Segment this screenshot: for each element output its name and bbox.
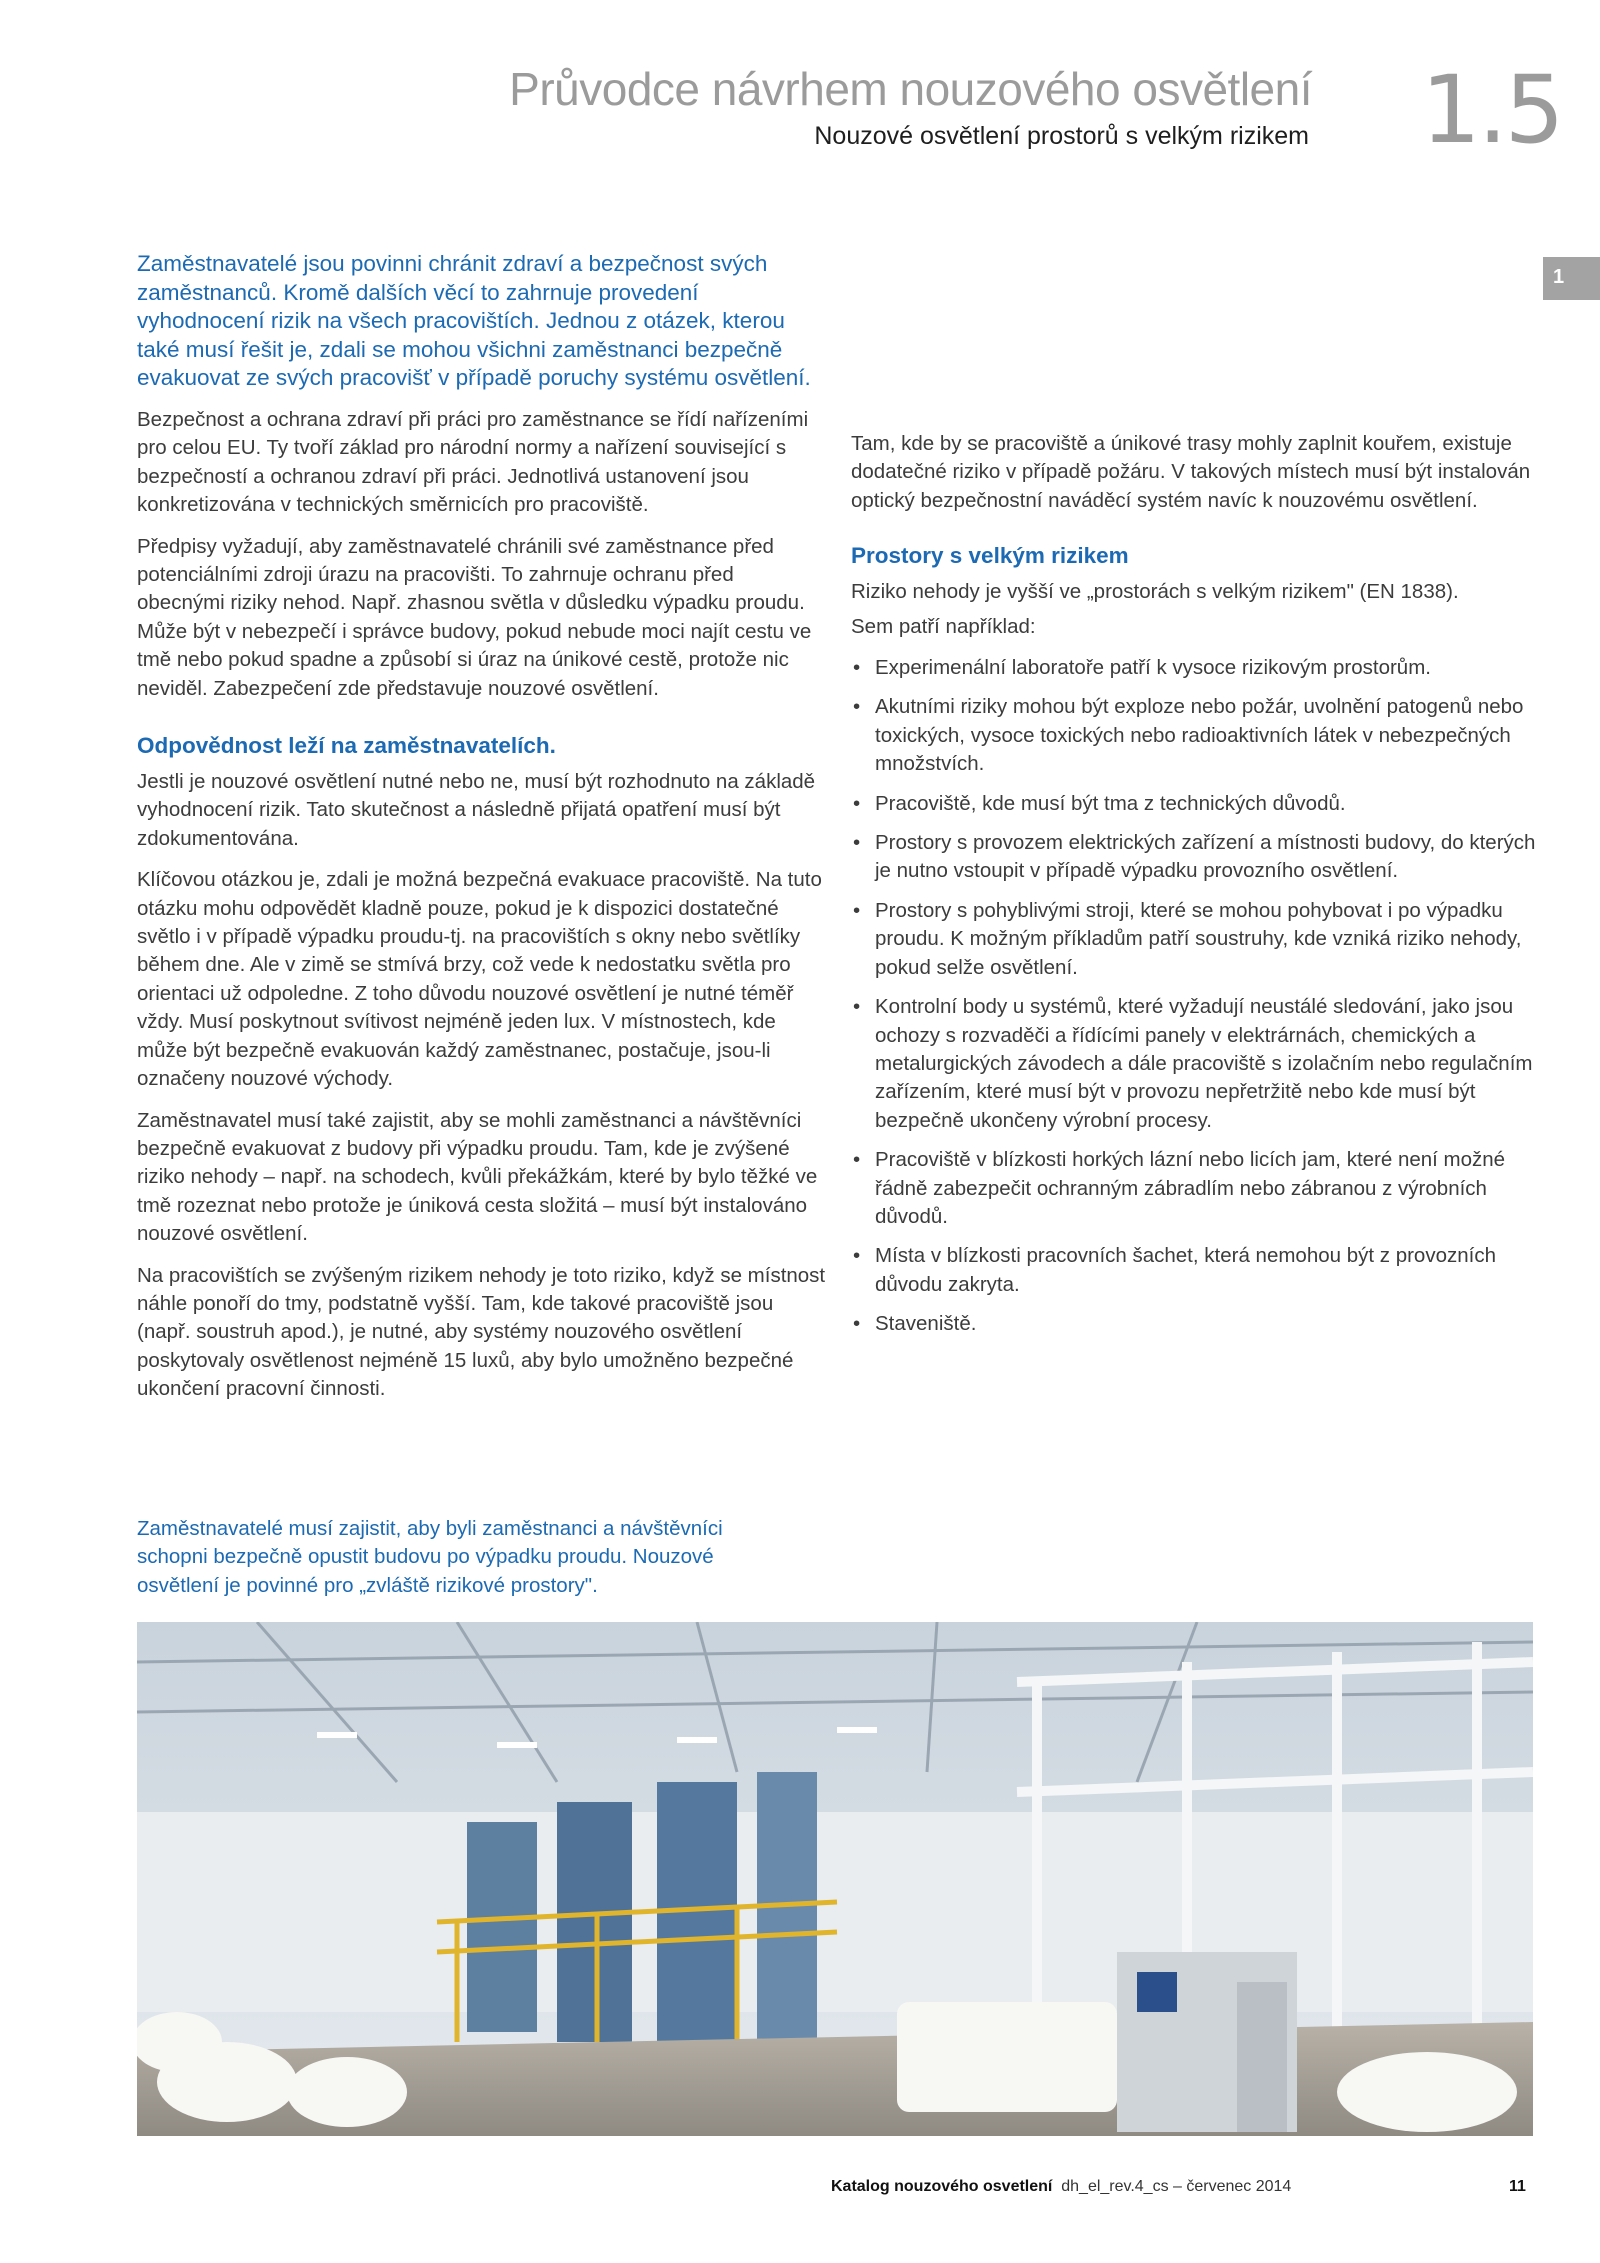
- paragraph: Riziko nehody je vyšší ve „prostorách s velkým rizikem" (EN 1838).: [851, 580, 1459, 604]
- paragraph: Zaměstnavatel musí také zajistit, aby se mohli zaměstnanci a návštěvníci bezpečně evakuovat z budovy při výpadku proudu. Tam, kde je zvýšené riziko nehody – např. na schodech, kvůli překážkám, které by bylo těžké ve tmě rozeznat nebo protože je úniková cesta složitá – musí být instalováno nouzové osvětlení.: [137, 1108, 818, 1246]
- risk-list: [851, 654, 1541, 1339]
- footer-catalog: [831, 2178, 1291, 2196]
- left-column: [137, 250, 827, 1417]
- section-heading: Odpovědnost leží na zaměstnavatelích.: [137, 733, 556, 759]
- right-column: [851, 430, 1541, 1350]
- paragraph: Na pracovištích se zvýšeným rizikem nehody je toto riziko, když se místnost náhle ponoří do tmy, podstatně vyšší. Tam, kde takové pracoviště jsou (např. soustruh apod.), je nutné, aby systémy nouzového osvětlení poskytovaly osvětlenost nejméně 15 luxů, aby bylo umožněno bezpečné ukončení pracovní činnosti.: [137, 1263, 826, 1401]
- paragraph: Tam, kde by se pracoviště a únikové trasy mohly zaplnit kouřem, existuje dodatečné riziko v případě požáru. V takových místech musí být instalován optický bezpečnostní naváděcí systém navíc k nouzovému osvětlení.: [851, 432, 1531, 512]
- list-item: • Staveniště.: [851, 1310, 1541, 1338]
- section-heading: Prostory s velkým rizikem: [851, 543, 1129, 569]
- list-item: • Pracoviště, kde musí být tma z technických důvodů.: [851, 790, 1541, 818]
- intro-paragraph: Zaměstnavatelé jsou povinni chránit zdraví a bezpečnost svých zaměstnanců. Kromě dalších věcí to zahrnuje provedení vyhodnocení rizik na všech pracovištích. Jednou z otázek, kterou také musí řešit je, zdali se mohou všichni zaměstnanci bezpečně evakuovat ze svých pracovišť v případě poruchy systému osvětlení.: [137, 251, 811, 391]
- paragraph: Jestli je nouzové osvětlení nutné nebo ne, musí být rozhodnuto na základě vyhodnocení rizik. Tato skutečnost a následně přijatá opatření musí být zdokumentována.: [137, 770, 816, 850]
- page-number: 11: [1509, 2178, 1526, 2195]
- list-item: • Kontrolní body u systémů, které vyžadují neustálé sledování, jako jsou ochozy s rozvaděči a řídícími panely v elektrárnách, chemických a metalurgických závodech a dále pracoviště s izolačním nebo regulačním zařízením, které musí být v provozu nepřetržitě nebo kde musí být bezpečně ukončeny výrobní procesy.: [851, 993, 1541, 1135]
- list-item: • Prostory s provozem elektrických zařízení a místnosti budovy, do kterých je nutno vstoupit v případě výpadku provozního osvětlení.: [851, 829, 1541, 886]
- paragraph: Předpisy vyžadují, aby zaměstnavatelé chránili své zaměstnance před potenciálními zdroji úrazu na pracovišti. To zahrnuje ochranu před obecnými riziky nehod. Např. zhasnou světla v důsledku výpadku proudu. Může být v nebezpečí i správce budovy, pokud nebude moci najít cestu ve tmě nebo pokud spadne a způsobí si úraz na únikové cestě, protože nic neviděl. Zabezpečení zde představuje nouzové osvětlení.: [137, 534, 812, 700]
- footer-catalog-name: Katalog nouzového osvetlení: [831, 2178, 1053, 2195]
- callout-text: Zaměstnavatelé musí zajistit, aby byli zaměstnanci a návštěvníci schopni bezpečně opustit budovu po výpadku proudu. Nouzové osvětlení je povinné pro „zvláště rizikové prostory".: [137, 1517, 723, 1597]
- list-item: • Experimenální laboratoře patří k vysoce rizikovým prostorům.: [851, 654, 1541, 682]
- section-number: 1.5: [1421, 56, 1562, 165]
- list-item: • Pracoviště v blízkosti horkých lázní nebo licích jam, které není možné řádně zabezpečit ochranným zábradlím nebo zábranou z výrobních důvodů.: [851, 1146, 1541, 1231]
- chapter-tab: 1: [1543, 257, 1600, 300]
- factory-photo: [137, 1622, 1533, 2136]
- list-item: • Místa v blízkosti pracovních šachet, která nemohou být z provozních důvodu zakryta.: [851, 1242, 1541, 1299]
- footer-meta: dh_el_rev.4_cs – červenec 2014: [1061, 2178, 1292, 2195]
- list-item: • Akutními riziky mohou být exploze nebo požár, uvolnění patogenů nebo toxických, vysoce toxických nebo radioaktivních látek v nebezpečných množstvích.: [851, 693, 1541, 778]
- page-subtitle: Nouzové osvětlení prostorů s velkým rizikem: [814, 122, 1309, 150]
- paragraph: Sem patří například:: [851, 614, 1036, 638]
- list-item: • Prostory s pohyblivými stroji, které se mohou pohybovat i po výpadku proudu. K možným příkladům patří soustruhy, kde vzniká riziko nehody, pokud selže osvětlení.: [851, 897, 1541, 982]
- page-title: Průvodce návrhem nouzového osvětlení: [509, 63, 1312, 115]
- paragraph: Bezpečnost a ochrana zdraví při práci pro zaměstnance se řídí nařízeními pro celou EU. Ty tvoří základ pro národní normy a nařízení související s bezpečností a ochranou zdraví při práci. Jednotlivá ustanovení jsou konkretizována v technických směrnicích pro pracoviště.: [137, 407, 809, 517]
- paragraph: Klíčovou otázkou je, zdali je možná bezpečná evakuace pracoviště. Na tuto otázku mohu odpovědět kladně pouze, pokud je k dispozici dostatečné světlo i v případě výpadku proudu-tj. na pracovištích s okny nebo světlíky během dne. Ale v zimě se stmívá brzy, což vede k nedostatku světla pro orientaci už odpoledne. Z toho důvodu nouzové osvětlení je nutné téměř vždy. Musí poskytnout svítivost nejméně jeden lux. V místnostech, kde může být bezpečně evakuován každý zaměstnanec, postačuje, jsou-li označeny nouzové východy.: [137, 868, 822, 1091]
